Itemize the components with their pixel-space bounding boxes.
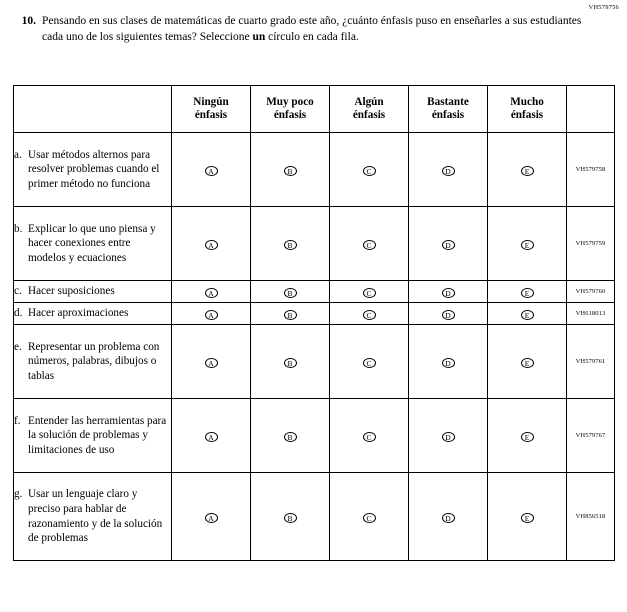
radio-a-4[interactable] bbox=[409, 133, 488, 207]
radio-b-1[interactable] bbox=[172, 207, 251, 281]
bubble-glyph[interactable]: C bbox=[363, 240, 376, 250]
column-header-option-4 bbox=[409, 86, 488, 133]
radio-e-2[interactable] bbox=[251, 325, 330, 399]
bubble-glyph[interactable]: E bbox=[521, 310, 534, 320]
table-row bbox=[14, 303, 615, 325]
column-header-option-5-line1: Mucho bbox=[510, 95, 544, 108]
row-item-c bbox=[14, 281, 172, 303]
row-label-g: Usar un lenguaje claro y preciso para hablar de razonamiento y de la solución de problemas bbox=[28, 488, 163, 545]
radio-f-3[interactable] bbox=[330, 399, 409, 473]
bubble-glyph[interactable]: E bbox=[521, 432, 534, 442]
row-id-e: VH579761 bbox=[567, 325, 615, 399]
radio-d-5[interactable] bbox=[488, 303, 567, 325]
column-header-option-5-line2: énfasis bbox=[510, 109, 544, 121]
radio-b-2[interactable] bbox=[251, 207, 330, 281]
table-row bbox=[14, 325, 615, 399]
radio-b-5[interactable] bbox=[488, 207, 567, 281]
radio-f-4[interactable] bbox=[409, 399, 488, 473]
radio-e-1[interactable] bbox=[172, 325, 251, 399]
bubble-glyph[interactable]: B bbox=[284, 310, 297, 320]
row-letter-g: g. bbox=[14, 488, 23, 501]
bubble-glyph[interactable]: A bbox=[205, 288, 218, 298]
row-label-c: Hacer suposiciones bbox=[28, 285, 115, 298]
bubble-glyph[interactable]: D bbox=[442, 432, 455, 442]
bubble-glyph[interactable]: B bbox=[284, 432, 297, 442]
column-header-option-2-line1: Muy poco bbox=[266, 95, 314, 108]
question-text-emphasis: un bbox=[252, 30, 266, 43]
row-id-a: VH579758 bbox=[567, 133, 615, 207]
bubble-glyph[interactable]: E bbox=[521, 358, 534, 368]
bubble-glyph[interactable]: B bbox=[284, 288, 297, 298]
question-number: 10. bbox=[21, 15, 36, 27]
row-letter-c: c. bbox=[14, 285, 22, 298]
column-header-items bbox=[14, 86, 172, 133]
row-id-b: VH579759 bbox=[567, 207, 615, 281]
radio-e-3[interactable] bbox=[330, 325, 409, 399]
matrix-question-table bbox=[13, 85, 615, 561]
radio-b-4[interactable] bbox=[409, 207, 488, 281]
table-row bbox=[14, 399, 615, 473]
bubble-glyph[interactable]: E bbox=[521, 513, 534, 523]
bubble-glyph[interactable]: E bbox=[521, 166, 534, 176]
bubble-glyph[interactable]: A bbox=[205, 240, 218, 250]
radio-b-3[interactable] bbox=[330, 207, 409, 281]
row-label-f: Entender las herramientas para la solución de problemas y limitaciones de uso bbox=[28, 414, 167, 456]
row-id-g: VH856518 bbox=[567, 473, 615, 561]
radio-a-2[interactable] bbox=[251, 133, 330, 207]
bubble-glyph[interactable]: A bbox=[205, 432, 218, 442]
radio-c-3[interactable] bbox=[330, 281, 409, 303]
radio-c-1[interactable] bbox=[172, 281, 251, 303]
bubble-glyph[interactable]: D bbox=[442, 288, 455, 298]
radio-d-3[interactable] bbox=[330, 303, 409, 325]
bubble-glyph[interactable]: C bbox=[363, 358, 376, 368]
row-item-b bbox=[14, 207, 172, 281]
radio-f-1[interactable] bbox=[172, 399, 251, 473]
table-row bbox=[14, 133, 615, 207]
table-header-row bbox=[14, 86, 615, 133]
bubble-glyph[interactable]: B bbox=[284, 513, 297, 523]
bubble-glyph[interactable]: D bbox=[442, 358, 455, 368]
row-letter-b: b. bbox=[14, 222, 23, 235]
bubble-glyph[interactable]: A bbox=[205, 310, 218, 320]
radio-d-2[interactable] bbox=[251, 303, 330, 325]
radio-g-5[interactable] bbox=[488, 473, 567, 561]
column-header-option-4-line1: Bastante bbox=[427, 95, 469, 108]
bubble-glyph[interactable]: C bbox=[363, 310, 376, 320]
radio-g-1[interactable] bbox=[172, 473, 251, 561]
radio-g-3[interactable] bbox=[330, 473, 409, 561]
row-label-e: Representar un problema con números, palabras, dibujos o tablas bbox=[28, 340, 160, 382]
row-label-b: Explicar lo que uno piensa y hacer conexiones entre modelos y ecuaciones bbox=[28, 222, 156, 264]
column-header-option-4-line2: énfasis bbox=[431, 109, 465, 121]
radio-a-1[interactable] bbox=[172, 133, 251, 207]
bubble-glyph[interactable]: A bbox=[205, 358, 218, 368]
question-text-part1: Pensando en sus clases de matemáticas de cuarto grado este año, ¿cuánto énfasis puso en enseñarles a sus estudiantes cada uno de los siguientes temas? Seleccione bbox=[42, 15, 582, 43]
question-text-part2: círculo en cada fila. bbox=[265, 30, 359, 43]
row-label-d: Hacer aproximaciones bbox=[28, 307, 129, 320]
row-item-a bbox=[14, 133, 172, 207]
radio-c-4[interactable] bbox=[409, 281, 488, 303]
bubble-glyph[interactable]: D bbox=[442, 310, 455, 320]
bubble-glyph[interactable]: A bbox=[205, 513, 218, 523]
column-header-option-5 bbox=[488, 86, 567, 133]
bubble-glyph[interactable]: D bbox=[442, 513, 455, 523]
bubble-glyph[interactable]: E bbox=[521, 240, 534, 250]
bubble-glyph[interactable]: C bbox=[363, 513, 376, 523]
row-item-f bbox=[14, 399, 172, 473]
bubble-glyph[interactable]: B bbox=[284, 358, 297, 368]
column-header-option-2-line2: énfasis bbox=[273, 109, 307, 121]
radio-f-5[interactable] bbox=[488, 399, 567, 473]
table-row bbox=[14, 473, 615, 561]
bubble-glyph[interactable]: E bbox=[521, 288, 534, 298]
radio-f-2[interactable] bbox=[251, 399, 330, 473]
row-label-a: Usar métodos alternos para resolver problemas cuando el primer método no funciona bbox=[28, 148, 160, 190]
bubble-glyph[interactable]: C bbox=[363, 166, 376, 176]
radio-d-1[interactable] bbox=[172, 303, 251, 325]
row-id-c: VH579760 bbox=[567, 281, 615, 303]
table-row bbox=[14, 281, 615, 303]
table-body bbox=[14, 133, 615, 561]
bubble-glyph[interactable]: B bbox=[284, 166, 297, 176]
row-id-f: VH579767 bbox=[567, 399, 615, 473]
row-item-d bbox=[14, 303, 172, 325]
row-letter-f: f. bbox=[14, 414, 21, 427]
question-block bbox=[16, 14, 601, 45]
page-item-id: VH579756 bbox=[588, 4, 619, 11]
row-letter-a: a. bbox=[14, 148, 22, 161]
bubble-glyph[interactable]: D bbox=[442, 240, 455, 250]
radio-c-5[interactable] bbox=[488, 281, 567, 303]
row-id-d: VH618013 bbox=[567, 303, 615, 325]
column-header-option-3-line1: Algún bbox=[354, 95, 384, 108]
bubble-glyph[interactable]: C bbox=[363, 432, 376, 442]
column-header-option-2 bbox=[251, 86, 330, 133]
radio-d-4[interactable] bbox=[409, 303, 488, 325]
row-item-e bbox=[14, 325, 172, 399]
bubble-glyph[interactable]: D bbox=[442, 166, 455, 176]
column-header-option-1-line2: énfasis bbox=[194, 109, 228, 121]
table-row bbox=[14, 207, 615, 281]
column-header-option-3 bbox=[330, 86, 409, 133]
bubble-glyph[interactable]: B bbox=[284, 240, 297, 250]
question-text bbox=[42, 14, 601, 45]
bubble-glyph[interactable]: C bbox=[363, 288, 376, 298]
column-header-item-ids bbox=[567, 86, 615, 133]
column-header-option-3-line2: énfasis bbox=[352, 109, 386, 121]
row-letter-d: d. bbox=[14, 307, 23, 320]
radio-e-5[interactable] bbox=[488, 325, 567, 399]
column-header-option-1 bbox=[172, 86, 251, 133]
radio-c-2[interactable] bbox=[251, 281, 330, 303]
column-header-option-1-line1: Ningún bbox=[193, 95, 229, 108]
radio-e-4[interactable] bbox=[409, 325, 488, 399]
radio-a-5[interactable] bbox=[488, 133, 567, 207]
radio-g-4[interactable] bbox=[409, 473, 488, 561]
bubble-glyph[interactable]: A bbox=[205, 166, 218, 176]
radio-g-2[interactable] bbox=[251, 473, 330, 561]
row-letter-e: e. bbox=[14, 340, 22, 353]
row-item-g bbox=[14, 473, 172, 561]
table-header bbox=[14, 86, 615, 133]
radio-a-3[interactable] bbox=[330, 133, 409, 207]
